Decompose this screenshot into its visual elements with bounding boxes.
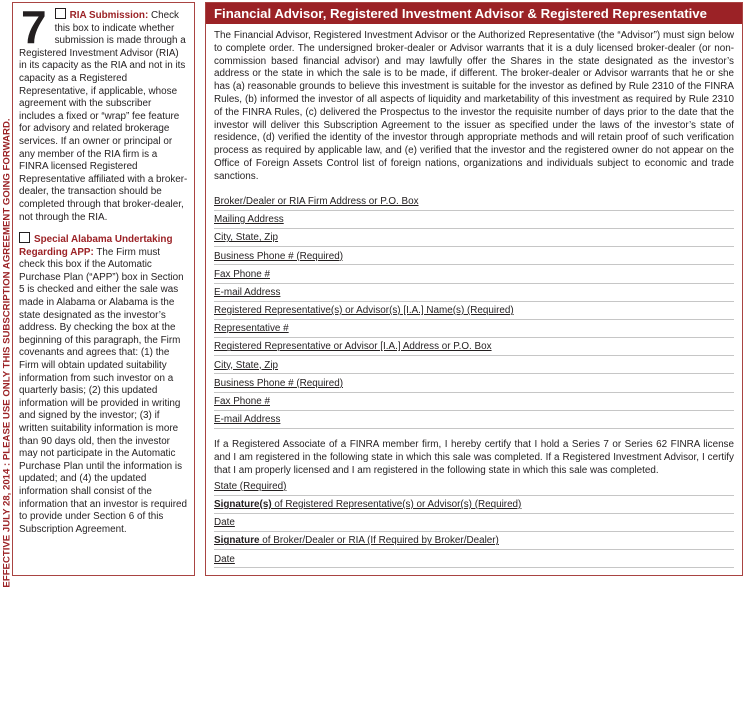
firm-address-field[interactable] — [214, 193, 734, 211]
signature-rest-label: of Broker/Dealer or RIA (If Required by Broker/Dealer) — [259, 535, 499, 547]
field-label — [214, 535, 499, 548]
effective-date-text: EFFECTIVE JULY 28, 2014 : PLEASE USE ONLY THIS SUBSCRIPTION AGREEMENT GOING FORWARD. — [1, 118, 13, 588]
alabama-paragraph — [19, 232, 188, 536]
advisor-header: Financial Advisor, Registered Investment Advisor & Registered Representative — [206, 3, 742, 24]
business-phone-field[interactable] — [214, 247, 734, 265]
alabama-text: The Firm must check this box if the Automatic Purchase Plan (“APP”) box in Section 5 is checked and either the sale was made in Alabama or Alabama is the state designated as the investor’s address. By checking the box at the beginning of this paragraph, the Firm covenants and agrees that: (1) the Firm will obtain updated suitability information from such investor on a quarterly basis; (2) this updated information will be provided in writing and signed by the investor; (3) if written suitability information is more than 90 days old, then the investor may not participate in the Automatic Purchase Plan until the information is updated; and (4) the updated information shall consist of the information that an investor is required to provide under Section 6 of this Subscription Agreement. — [19, 246, 187, 535]
field-label: City, State, Zip — [214, 232, 279, 244]
rep-number-field[interactable] — [214, 320, 734, 338]
field-label: Business Phone # (Required) — [214, 250, 343, 262]
field-label: Fax Phone # — [214, 396, 270, 408]
section-number: 7 — [21, 1, 47, 53]
email-field[interactable] — [214, 284, 734, 302]
bd-date-field[interactable] — [214, 550, 734, 568]
field-label: Business Phone # (Required) — [214, 377, 343, 389]
field-label: Date — [214, 517, 235, 529]
field-label: Broker/Dealer or RIA Firm Address or P.O. Box — [214, 195, 419, 207]
signature-rest-label: of Registered Representative(s) or Advisor(s) (Required) — [271, 498, 522, 510]
ria-title: RIA Submission: — [69, 10, 149, 21]
signature-fields — [214, 477, 734, 568]
field-label: E-mail Address — [214, 414, 281, 426]
rep-email-field[interactable] — [214, 411, 734, 429]
alabama-title: Special Alabama Undertaking Regarding APP: — [19, 234, 173, 258]
fax-phone-field[interactable] — [214, 265, 734, 283]
rep-signature-field[interactable] — [214, 496, 734, 514]
section-7-panel — [12, 2, 195, 576]
mailing-address-field[interactable] — [214, 211, 734, 229]
city-state-zip-field[interactable] — [214, 229, 734, 247]
signature-bold-label: Signature(s) — [214, 498, 272, 510]
rep-date-field[interactable] — [214, 514, 734, 532]
field-label: Mailing Address — [214, 214, 284, 226]
ria-text: Check this box to indicate whether submission is made through a Registered Investment Advisor (RIA) in its capacity as the RIA and not in its capacity as a Registered Representative, if applicable, whose agreement with the subscriber includes a fixed or “wrap” fee feature for advisory and related brokerage services. If an owner or principal or any member of the RIA firm is a FINRA licensed Registered Representative affiliated with a broker-dealer, the transaction should be completed through that broker-dealer, not through the RIA. — [19, 10, 188, 223]
field-label: State (Required) — [214, 480, 287, 492]
field-label: Registered Representative(s) or Advisor(s) [I.A.] Name(s) (Required) — [214, 305, 514, 317]
alabama-undertaking-checkbox[interactable] — [19, 232, 30, 243]
field-label: Fax Phone # — [214, 268, 270, 280]
bd-signature-field[interactable] — [214, 532, 734, 550]
advisor-intro: The Financial Advisor, Registered Investment Advisor or the Authorized Representative (the “Advisor”) must sign below to complete order. The undersigned broker-dealer or Advisor warrants that it is a duly licensed broker-dealer (or non-commission based financial advisor) and may lawfully offer the Shares in the state designated as the investor’s address or the state in which the sale is to be made, if different. The broker-dealer or Advisor warrants that he or she has (a) reasonable grounds to believe this investment is suitable for the investor as defined by Rule 2310 of the FINRA Rules, (b) informed the investor of all aspects of liquidity and marketability of this investment as required by Rule 2310 of the FINRA Rules, (c) delivered the Prospectus to the investor the requisite number of days prior to the date that the investor will deliver this Subscription Agreement to the issuer as specified under the laws of the investor’s state of residence, (d) verified the identity of the investor through appropriate methods and will retain proof of such verification process as required by applicable law, and (e) verified that the investor and the registered owner do not appear on the Office of Foreign Assets Control list of foreign nations, organizations and individuals subject to economic and trade sanctions. — [214, 30, 734, 182]
field-label: Date — [214, 553, 235, 565]
rep-business-phone-field[interactable] — [214, 374, 734, 392]
advisor-panel — [205, 2, 743, 576]
field-label: Representative # — [214, 323, 289, 335]
field-label — [214, 499, 521, 512]
rep-city-state-zip-field[interactable] — [214, 356, 734, 374]
signature-bold-label: Signature — [214, 535, 260, 547]
advisor-content — [206, 24, 742, 568]
rep-address-field[interactable] — [214, 338, 734, 356]
certification-text: If a Registered Associate of a FINRA member firm, I hereby certify that I hold a Series 7 or Series 62 FINRA license and I am registered in the following state in which this sale was completed. If a Registered Investment Advisor, I certify that I am properly licensed and I am registered in the following state in which this sale was completed. — [214, 439, 734, 476]
field-label: Registered Representative or Advisor [I.A.] Address or P.O. Box — [214, 341, 492, 353]
field-label: City, State, Zip — [214, 359, 279, 371]
field-label: E-mail Address — [214, 286, 281, 298]
rep-name-field[interactable] — [214, 302, 734, 320]
ria-submission-checkbox[interactable] — [55, 8, 66, 19]
state-field[interactable] — [214, 477, 734, 495]
rep-fax-phone-field[interactable] — [214, 393, 734, 411]
advisor-fields — [214, 193, 734, 429]
